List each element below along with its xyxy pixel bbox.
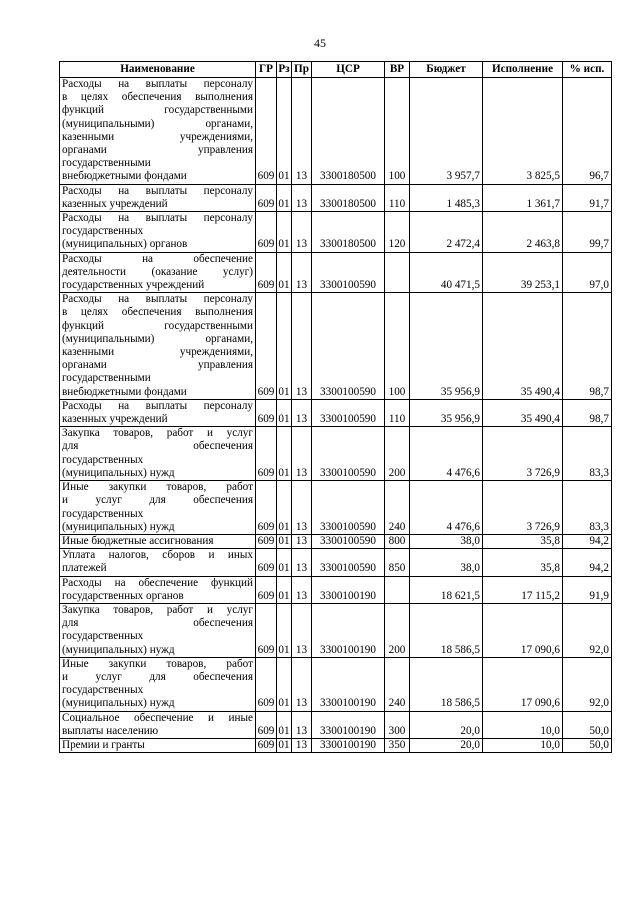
cell-percent: 94,2 [563, 534, 612, 548]
cell-rz: 01 [278, 534, 290, 547]
row-name-line: в целях обеспечения выполнения [62, 91, 253, 104]
cell-pr: 13 [292, 657, 312, 711]
cell-csr: 3300180500 [312, 184, 385, 211]
cell-execution: 3 726,9 [483, 481, 563, 535]
table-row [60, 427, 612, 481]
row-name-line: Расходы на выплаты персоналу [62, 78, 253, 90]
cell-execution: 39 253,1 [483, 252, 563, 293]
cell-gr: 609 [256, 534, 277, 548]
row-name-line: Закупка товаров, работ и услуг [62, 427, 253, 440]
cell-vr [385, 576, 410, 603]
budget-table [59, 61, 612, 753]
table-row [60, 252, 612, 293]
cell-pr: 13 [292, 481, 312, 535]
cell-pr: 13 [292, 549, 312, 576]
row-name-line: Расходы на обеспечение [62, 252, 253, 265]
row-name-line: казенных учреждений [62, 197, 168, 210]
cell-csr: 3300100590 [312, 293, 385, 400]
page-number: 45 [314, 36, 326, 50]
cell-percent: 50,0 [563, 738, 612, 752]
row-name-line: деятельности (оказание услуг) [62, 265, 253, 278]
table-row [60, 212, 612, 253]
cell-rz: 01 [277, 399, 292, 426]
cell-percent: 92,0 [563, 657, 612, 711]
cell-csr: 3300100190 [312, 657, 385, 711]
header-percent: % исп. [563, 62, 612, 78]
cell-gr: 609 [256, 78, 277, 185]
cell-gr: 609 [256, 576, 277, 603]
row-name [60, 603, 256, 657]
row-name-line: выплаты населению [62, 724, 159, 737]
cell-execution: 17 115,2 [483, 576, 563, 603]
cell-execution: 1 361,7 [483, 184, 563, 211]
table-row [60, 657, 612, 711]
row-name-line: Расходы на обеспечение функций [62, 576, 253, 589]
cell-budget: 18 586,5 [410, 603, 483, 657]
cell-csr: 3300100590 [312, 399, 385, 426]
header-csr: ЦСР [312, 62, 385, 78]
cell-gr: 609 [256, 252, 277, 293]
cell-csr: 3300100190 [312, 603, 385, 657]
row-name [60, 534, 256, 548]
cell-rz: 01 [277, 603, 292, 657]
cell-execution: 10,0 [483, 711, 563, 738]
row-name [60, 252, 256, 293]
cell-budget: 1 485,3 [410, 184, 483, 211]
cell-vr [385, 252, 410, 293]
cell-vr: 240 [385, 657, 410, 711]
row-name-line: внебюджетными фондами [62, 170, 187, 183]
cell-gr: 609 [256, 399, 277, 426]
cell-vr: 350 [385, 738, 410, 752]
cell-vr: 110 [385, 184, 410, 211]
header-vr: ВР [385, 62, 410, 78]
cell-csr: 3300100190 [312, 738, 385, 752]
cell-percent: 92,0 [563, 603, 612, 657]
cell-rz: 01 [277, 293, 292, 400]
cell-percent: 94,2 [563, 549, 612, 576]
row-name-line: (муниципальных) нужд [62, 697, 175, 710]
row-name-line: Закупка товаров, работ и услуг [62, 603, 253, 616]
cell-rz: 01 [278, 738, 290, 751]
header-pr: Пр [292, 62, 312, 78]
cell-pr: 13 [292, 184, 312, 211]
row-name-line: (муниципальных) нужд [62, 643, 175, 656]
row-name-line: органами управления [62, 144, 253, 157]
cell-percent: 98,7 [563, 293, 612, 400]
table-row [60, 534, 612, 548]
table-header-row [60, 62, 612, 78]
table-row [60, 576, 612, 603]
cell-execution: 35 490,4 [483, 293, 563, 400]
cell-csr: 3300100590 [312, 427, 385, 481]
row-name-line: (муниципальных) органов [62, 238, 188, 251]
cell-pr: 13 [292, 212, 312, 253]
cell-budget: 4 476,6 [410, 481, 483, 535]
cell-gr: 609 [256, 293, 277, 400]
cell-vr: 240 [385, 481, 410, 535]
cell-gr: 609 [256, 738, 277, 752]
row-name-line: в целях обеспечения выполнения [62, 306, 253, 319]
cell-execution: 35,8 [483, 549, 563, 576]
cell-rz: 01 [277, 549, 292, 576]
cell-execution: 35 490,4 [483, 399, 563, 426]
cell-rz: 01 [277, 184, 292, 211]
cell-gr: 609 [256, 549, 277, 576]
cell-gr: 609 [256, 427, 277, 481]
cell-pr: 13 [292, 738, 312, 752]
cell-budget: 20,0 [410, 738, 483, 752]
row-name-line: органами управления [62, 359, 253, 372]
cell-budget: 4 476,6 [410, 427, 483, 481]
cell-budget: 35 956,9 [410, 293, 483, 400]
row-name [60, 78, 256, 185]
cell-gr: 609 [256, 481, 277, 535]
cell-pr: 13 [292, 252, 312, 293]
cell-csr: 3300180500 [312, 212, 385, 253]
cell-rz: 01 [277, 427, 292, 481]
cell-gr: 609 [256, 212, 277, 253]
cell-gr: 609 [256, 603, 277, 657]
row-name-line: казенными учреждениями, [62, 346, 253, 359]
row-name [60, 184, 256, 211]
row-name-line: государственных [62, 684, 144, 697]
row-name [60, 427, 256, 481]
header-rz: Рз [277, 62, 292, 78]
cell-execution: 2 463,8 [483, 212, 563, 253]
cell-vr: 850 [385, 549, 410, 576]
cell-percent: 83,3 [563, 481, 612, 535]
row-name-line: государственными [62, 372, 151, 385]
row-name [60, 549, 256, 576]
cell-rz: 01 [277, 481, 292, 535]
cell-pr: 13 [292, 534, 312, 548]
header-budget: Бюджет [410, 62, 483, 78]
cell-rz: 01 [277, 657, 292, 711]
row-name-line: и услуг для обеспечения [62, 670, 253, 683]
table-row [60, 711, 612, 738]
row-name-line: государственными [62, 157, 151, 170]
cell-vr: 200 [385, 603, 410, 657]
row-name-line: казенными учреждениями, [62, 130, 253, 143]
row-name-line: функций государственными [62, 319, 253, 332]
table-row [60, 549, 612, 576]
row-name [60, 657, 256, 711]
row-name [60, 576, 256, 603]
row-name-line: Социальное обеспечение и иные [62, 711, 253, 724]
cell-vr: 200 [385, 427, 410, 481]
row-name [60, 399, 256, 426]
row-name [60, 212, 256, 253]
cell-vr: 120 [385, 212, 410, 253]
cell-gr: 609 [256, 184, 277, 211]
cell-csr: 3300100590 [312, 534, 385, 548]
header-name: Наименование [60, 62, 256, 78]
cell-percent: 83,3 [563, 427, 612, 481]
cell-rz: 01 [277, 576, 292, 603]
header-execution: Исполнение [483, 62, 563, 78]
cell-percent: 98,7 [563, 399, 612, 426]
row-name-line: государственных [62, 453, 144, 466]
row-name-line: Премии и гранты [62, 738, 145, 751]
row-name-line: государственных органов [62, 589, 184, 602]
row-name-line: (муниципальных) нужд [62, 466, 175, 479]
table-body [60, 78, 612, 753]
header-gr: ГР [256, 62, 277, 78]
cell-csr: 3300100590 [312, 481, 385, 535]
cell-rz: 01 [277, 252, 292, 293]
row-name-line: Иные закупки товаров, работ [62, 481, 253, 494]
cell-vr: 300 [385, 711, 410, 738]
cell-budget: 20,0 [410, 711, 483, 738]
cell-pr: 13 [292, 293, 312, 400]
row-name [60, 738, 256, 752]
cell-execution: 3 825,5 [483, 78, 563, 185]
cell-budget: 38,0 [410, 534, 483, 548]
cell-pr: 13 [292, 711, 312, 738]
cell-percent: 97,0 [563, 252, 612, 293]
table-row [60, 399, 612, 426]
cell-rz: 01 [277, 212, 292, 253]
cell-percent: 99,7 [563, 212, 612, 253]
table-row [60, 184, 612, 211]
cell-csr: 3300100590 [312, 252, 385, 293]
cell-vr: 100 [385, 293, 410, 400]
table-row [60, 603, 612, 657]
cell-pr: 13 [292, 399, 312, 426]
cell-budget: 18 586,5 [410, 657, 483, 711]
row-name-line: Иные закупки товаров, работ [62, 657, 253, 670]
cell-vr: 100 [385, 78, 410, 185]
cell-percent: 96,7 [563, 78, 612, 185]
row-name-line: (муниципальными) органами, [62, 332, 253, 345]
cell-csr: 3300100190 [312, 711, 385, 738]
row-name-line: Расходы на выплаты персоналу [62, 399, 253, 412]
row-name [60, 293, 256, 400]
cell-csr: 3300100190 [312, 576, 385, 603]
table-row [60, 293, 612, 400]
row-name-line: государственных [62, 630, 144, 643]
cell-execution: 17 090,6 [483, 603, 563, 657]
table-row [60, 481, 612, 535]
row-name-line: для обеспечения [62, 617, 253, 630]
cell-budget: 38,0 [410, 549, 483, 576]
row-name-line: функций государственными [62, 104, 253, 117]
row-name-line: государственных [62, 507, 144, 520]
cell-percent: 50,0 [563, 711, 612, 738]
row-name-line: казенных учреждений [62, 413, 168, 426]
cell-budget: 3 957,7 [410, 78, 483, 185]
cell-rz: 01 [277, 78, 292, 185]
cell-budget: 18 621,5 [410, 576, 483, 603]
row-name-line: Расходы на выплаты персоналу [62, 293, 253, 306]
row-name-line: для обеспечения [62, 440, 253, 453]
cell-pr: 13 [292, 427, 312, 481]
row-name [60, 711, 256, 738]
table-row [60, 78, 612, 185]
cell-execution: 35,8 [483, 534, 563, 548]
cell-percent: 91,9 [563, 576, 612, 603]
cell-gr: 609 [256, 711, 277, 738]
cell-vr: 110 [385, 399, 410, 426]
row-name-line: государственных учреждений [62, 279, 205, 292]
cell-budget: 35 956,9 [410, 399, 483, 426]
table-row [60, 738, 612, 752]
row-name-line: платежей [62, 562, 107, 575]
cell-percent: 91,7 [563, 184, 612, 211]
row-name-line: Иные бюджетные ассигнования [62, 534, 214, 547]
row-name [60, 481, 256, 535]
cell-rz: 01 [277, 711, 292, 738]
row-name-line: государственных [62, 225, 144, 238]
cell-pr: 13 [292, 576, 312, 603]
cell-execution: 17 090,6 [483, 657, 563, 711]
cell-vr: 800 [385, 534, 410, 548]
row-name-line: Расходы на выплаты персоналу [62, 184, 253, 197]
cell-pr: 13 [292, 78, 312, 185]
cell-budget: 40 471,5 [410, 252, 483, 293]
row-name-line: Расходы на выплаты персоналу [62, 212, 253, 225]
row-name-line: Уплата налогов, сборов и иных [62, 549, 253, 562]
row-name-line: (муниципальными) органами, [62, 117, 253, 130]
row-name-line: внебюджетными фондами [62, 385, 187, 398]
row-name-line: и услуг для обеспечения [62, 494, 253, 507]
cell-execution: 10,0 [483, 738, 563, 752]
cell-execution: 3 726,9 [483, 427, 563, 481]
cell-pr: 13 [292, 603, 312, 657]
row-name-line: (муниципальных) нужд [62, 520, 175, 533]
cell-budget: 2 472,4 [410, 212, 483, 253]
cell-csr: 3300180500 [312, 78, 385, 185]
cell-gr: 609 [256, 657, 277, 711]
cell-csr: 3300100590 [312, 549, 385, 576]
